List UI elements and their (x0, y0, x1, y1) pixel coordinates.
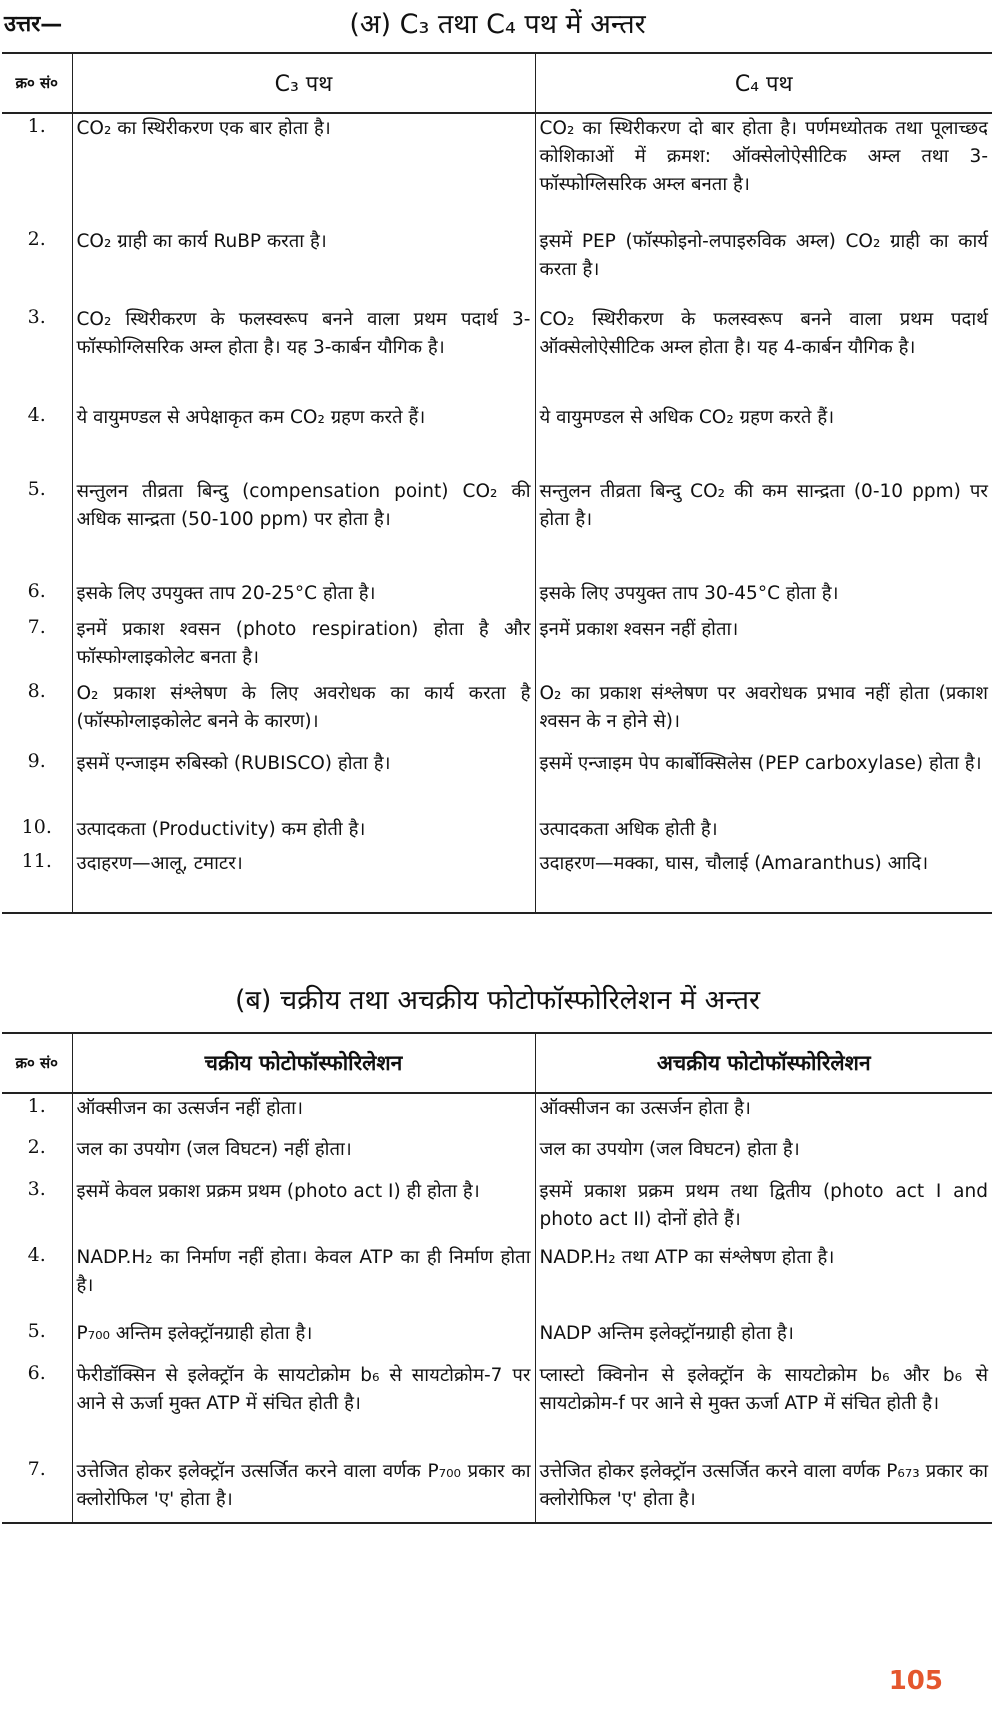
serial-number-header: क्र० सं० (2, 1033, 72, 1093)
cyclic-cell: फेरीडॉक्सिन से इलेक्ट्रॉन के सायटोक्रोम b₆ से सायटोक्रोम-7 पर आने से ऊर्जा मुक्त ATP में संचित होती है। (72, 1361, 535, 1457)
table-header-row (2, 53, 992, 113)
row-serial: 1. (2, 113, 72, 227)
section-a-title: (अ) C₃ तथा C₄ पथ में अन्तर (349, 9, 646, 40)
table-row (2, 403, 992, 477)
table-row (2, 227, 992, 305)
table-row (2, 749, 992, 815)
c3-cell: CO₂ स्थिरीकरण के फलस्वरूप बनने वाला प्रथम पदार्थ 3-फॉस्फोग्लिसरिक अम्ल होता है। यह 3-कार्बन यौगिक है। (72, 305, 535, 403)
table-row (2, 615, 992, 679)
row-serial: 9. (2, 749, 72, 815)
c4-pathway-header: C₄ पथ (734, 72, 793, 97)
table-row (2, 1093, 992, 1135)
table-row (2, 1457, 992, 1523)
c3-cell: सन्तुलन तीव्रता बिन्दु (compensation point) CO₂ की अधिक सान्द्रता (50-100 ppm) पर होता है। (72, 477, 535, 579)
non-cyclic-cell: NADP.H₂ तथा ATP का संश्लेषण होता है। (539, 1247, 835, 1268)
answer-label: उत्तर— (4, 12, 63, 37)
table-row (2, 305, 992, 403)
non-cyclic-cell: इसमें प्रकाश प्रक्रम प्रथम तथा द्वितीय (photo act I and photo act II) दोनों होते हैं। (539, 1181, 988, 1230)
section-b-title: (ब) चक्रीय तथा अचक्रीय फोटोफॉस्फोरिलेशन में अन्तर (234, 985, 761, 1016)
row-serial: 2. (2, 1135, 72, 1177)
row-serial: 10. (2, 815, 72, 849)
c3-cell: CO₂ का स्थिरीकरण एक बार होता है। (72, 113, 535, 227)
c4-cell: CO₂ का स्थिरीकरण दो बार होता है। पर्णमध्योतक तथा पूलाच्छद कोशिकाओं में क्रमश: ऑक्सेलोऐसीटिक अम्ल तथा 3-फॉस्फोग्लिसरिक अम्ल बनता है। (539, 118, 988, 195)
table-row (2, 1319, 992, 1361)
table-row (2, 849, 992, 913)
row-serial: 3. (2, 305, 72, 403)
row-serial: 3. (2, 1177, 72, 1243)
c4-cell: उत्पादकता अधिक होती है। (539, 819, 718, 840)
c4-cell: O₂ का प्रकाश संश्लेषण पर अवरोधक प्रभाव नहीं होता (प्रकाश श्वसन के न होने से)। (539, 683, 988, 732)
c4-cell: सन्तुलन तीव्रता बिन्दु CO₂ की कम सान्द्रता (0-10 ppm) पर होता है। (539, 481, 988, 530)
cyclic-header: चक्रीय फोटोफॉस्फोरिलेशन (72, 1033, 535, 1093)
c3-cell: उदाहरण—आलू, टमाटर। (72, 849, 535, 913)
row-serial: 6. (2, 579, 72, 615)
table-header-row (2, 1033, 992, 1093)
cyclic-cell: उत्तेजित होकर इलेक्ट्रॉन उत्सर्जित करने वाला वर्णक P₇₀₀ प्रकार का क्लोरोफिल 'ए' होता है। (72, 1457, 535, 1523)
c3-cell: इनमें प्रकाश श्वसन (photo respiration) होता है और फॉस्फोग्लाइकोलेट बनता है। (72, 615, 535, 679)
row-serial: 2. (2, 227, 72, 305)
cyclic-cell: ऑक्सीजन का उत्सर्जन नहीं होता। (72, 1093, 535, 1135)
c3-cell: CO₂ ग्राही का कार्य RuBP करता है। (72, 227, 535, 305)
cyclic-cell: जल का उपयोग (जल विघटन) नहीं होता। (72, 1135, 535, 1177)
page-number: 105 (888, 1666, 943, 1696)
c4-cell: इसमें PEP (फॉस्फोइनो-लपाइरुविक अम्ल) CO₂ ग्राही का कार्य करता है। (539, 231, 988, 280)
cyclic-cell: P₇₀₀ अन्तिम इलेक्ट्रॉनग्राही होता है। (72, 1319, 535, 1361)
c3-cell: O₂ प्रकाश संश्लेषण के लिए अवरोधक का कार्य करता है (फॉस्फोग्लाइकोलेट बनने के कारण)। (72, 679, 535, 749)
c3-cell: इसके लिए उपयुक्त ताप 20-25°C होता है। (72, 579, 535, 615)
c3-cell: ये वायुमण्डल से अपेक्षाकृत कम CO₂ ग्रहण करते हैं। (72, 403, 535, 477)
c4-cell: CO₂ स्थिरीकरण के फलस्वरूप बनने वाला प्रथम पदार्थ ऑक्सेलोऐसीटिक अम्ल होता है। यह 4-कार्बन यौगिक है। (539, 309, 988, 358)
c4-cell: उदाहरण—मक्का, घास, चौलाई (Amaranthus) आदि। (539, 853, 929, 874)
cyclic-cell: NADP.H₂ का निर्माण नहीं होता। केवल ATP का ही निर्माण होता है। (72, 1243, 535, 1319)
c4-cell: इसमें एन्जाइम पेप कार्बोक्सिलेस (PEP carboxylase) होता है। (539, 753, 982, 774)
serial-number-header: क्र० सं० (2, 53, 72, 113)
row-serial: 11. (2, 849, 72, 913)
c3-pathway-header: C₃ पथ (72, 53, 535, 113)
table-row (2, 1177, 992, 1243)
row-serial: 5. (2, 477, 72, 579)
table-row (2, 113, 992, 227)
table-row (2, 1361, 992, 1457)
row-serial: 7. (2, 1457, 72, 1523)
non-cyclic-header: अचक्रीय फोटोफॉस्फोरिलेशन (656, 1051, 871, 1075)
row-serial: 4. (2, 403, 72, 477)
table-row (2, 1243, 992, 1319)
photophosphorylation-comparison-table (2, 1032, 992, 1524)
table-row (2, 579, 992, 615)
non-cyclic-cell: ऑक्सीजन का उत्सर्जन होता है। (539, 1098, 751, 1119)
table-row (2, 477, 992, 579)
c3-cell: इसमें एन्जाइम रुबिस्को (RUBISCO) होता है। (72, 749, 535, 815)
table-row (2, 679, 992, 749)
row-serial: 8. (2, 679, 72, 749)
cyclic-cell: इसमें केवल प्रकाश प्रक्रम प्रथम (photo act I) ही होता है। (72, 1177, 535, 1243)
row-serial: 1. (2, 1093, 72, 1135)
non-cyclic-cell: प्लास्टो क्विनोन से इलेक्ट्रॉन के सायटोक्रोम b₆ और b₆ से सायटोक्रोम-f पर आने से मुक्त ऊर्जा ATP में संचित होती है। (539, 1365, 988, 1414)
row-serial: 5. (2, 1319, 72, 1361)
table-row (2, 1135, 992, 1177)
c4-cell: इसके लिए उपयुक्त ताप 30-45°C होता है। (539, 583, 839, 604)
non-cyclic-cell: उत्तेजित होकर इलेक्ट्रॉन उत्सर्जित करने वाला वर्णक P₆₇₃ प्रकार का क्लोरोफिल 'ए' होता है। (539, 1461, 988, 1510)
c3-cell: उत्पादकता (Productivity) कम होती है। (72, 815, 535, 849)
table-row (2, 815, 992, 849)
non-cyclic-cell: NADP अन्तिम इलेक्ट्रॉनग्राही होता है। (539, 1323, 794, 1344)
c4-cell: इनमें प्रकाश श्वसन नहीं होता। (539, 619, 739, 640)
row-serial: 6. (2, 1361, 72, 1457)
non-cyclic-cell: जल का उपयोग (जल विघटन) होता है। (539, 1139, 800, 1160)
c3-c4-comparison-table (2, 52, 992, 914)
row-serial: 4. (2, 1243, 72, 1319)
row-serial: 7. (2, 615, 72, 679)
c4-cell: ये वायुमण्डल से अधिक CO₂ ग्रहण करते हैं। (539, 407, 835, 428)
